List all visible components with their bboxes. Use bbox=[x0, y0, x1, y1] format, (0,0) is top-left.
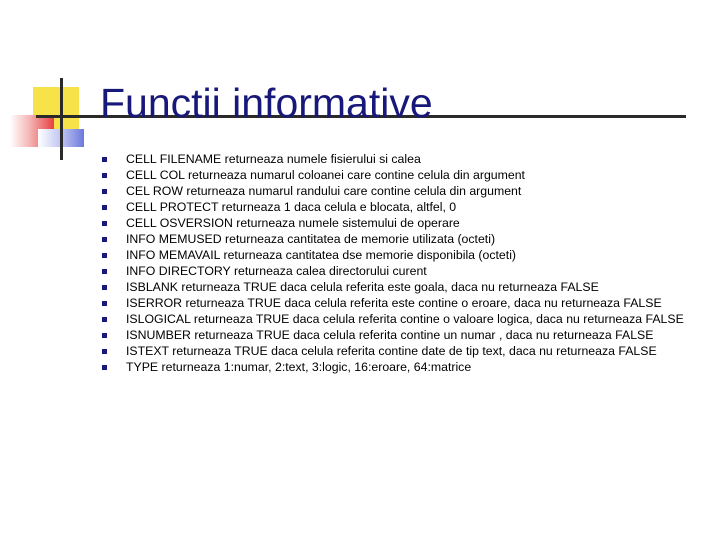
square-bullet-icon bbox=[102, 333, 107, 338]
square-bullet-icon bbox=[102, 301, 107, 306]
list-item bbox=[100, 297, 690, 311]
square-bullet-icon bbox=[102, 365, 107, 370]
slide-title: Functii informative bbox=[100, 80, 433, 126]
list-item-text: CEL ROW returneaza numarul randului care contine celula din argument bbox=[126, 183, 522, 198]
list-item bbox=[100, 169, 690, 183]
square-bullet-icon bbox=[102, 253, 107, 258]
square-bullet-icon bbox=[102, 173, 107, 178]
list-item-text: CELL COL returneaza numarul coloanei care contine celula din argument bbox=[126, 167, 525, 182]
list-item bbox=[100, 313, 690, 327]
list-item bbox=[100, 233, 690, 247]
list-item bbox=[100, 153, 690, 167]
list-item bbox=[100, 281, 690, 295]
list-item-text: INFO MEMUSED returneaza cantitatea de memorie utilizata (octeti) bbox=[126, 231, 496, 246]
square-bullet-icon bbox=[102, 205, 107, 210]
bullet-list bbox=[100, 153, 690, 377]
list-item-text: ISLOGICAL returneaza TRUE daca celula referita contine o valoare logica, daca nu returneaza FALSE bbox=[126, 311, 684, 326]
square-bullet-icon bbox=[102, 349, 107, 354]
list-item-text: CELL FILENAME returneaza numele fisierului si calea bbox=[126, 152, 421, 166]
list-item bbox=[100, 345, 690, 359]
list-item-text: CELL PROTECT returneaza 1 daca celula e blocata, altfel, 0 bbox=[126, 199, 457, 214]
square-bullet-icon bbox=[102, 157, 107, 162]
list-item bbox=[100, 249, 690, 263]
list-item-text: TYPE returneaza 1:numar, 2:text, 3:logic, 16:eroare, 64:matrice bbox=[126, 359, 472, 374]
list-item-text: ISERROR returneaza TRUE daca celula referita este contine o eroare, daca nu returneaza FALSE bbox=[126, 295, 662, 310]
list-item-text: CELL OSVERSION returneaza numele sistemului de operare bbox=[126, 215, 460, 230]
list-item-text: ISNUMBER returneaza TRUE daca celula referita contine un numar , daca nu returneaza FALSE bbox=[126, 327, 654, 342]
square-bullet-icon bbox=[102, 221, 107, 226]
square-bullet-icon bbox=[102, 237, 107, 242]
list-item-text: ISTEXT returneaza TRUE daca celula referita contine date de tip text, daca nu returneaza FALSE bbox=[126, 343, 657, 358]
list-item bbox=[100, 217, 690, 231]
list-item bbox=[100, 201, 690, 215]
square-bullet-icon bbox=[102, 317, 107, 322]
list-item bbox=[100, 329, 690, 343]
list-item bbox=[100, 361, 690, 375]
list-item-text: ISBLANK returneaza TRUE daca celula referita este goala, daca nu returneaza FALSE bbox=[126, 279, 599, 294]
list-item-text: INFO MEMAVAIL returneaza cantitatea dse memorie disponibila (octeti) bbox=[126, 247, 517, 262]
square-bullet-icon bbox=[102, 285, 107, 290]
decorative-vertical-line bbox=[60, 78, 63, 160]
list-item bbox=[100, 265, 690, 279]
square-bullet-icon bbox=[102, 269, 107, 274]
square-bullet-icon bbox=[102, 189, 107, 194]
list-item-text: INFO DIRECTORY returneaza calea directorului curent bbox=[126, 263, 427, 278]
list-item bbox=[100, 185, 690, 199]
